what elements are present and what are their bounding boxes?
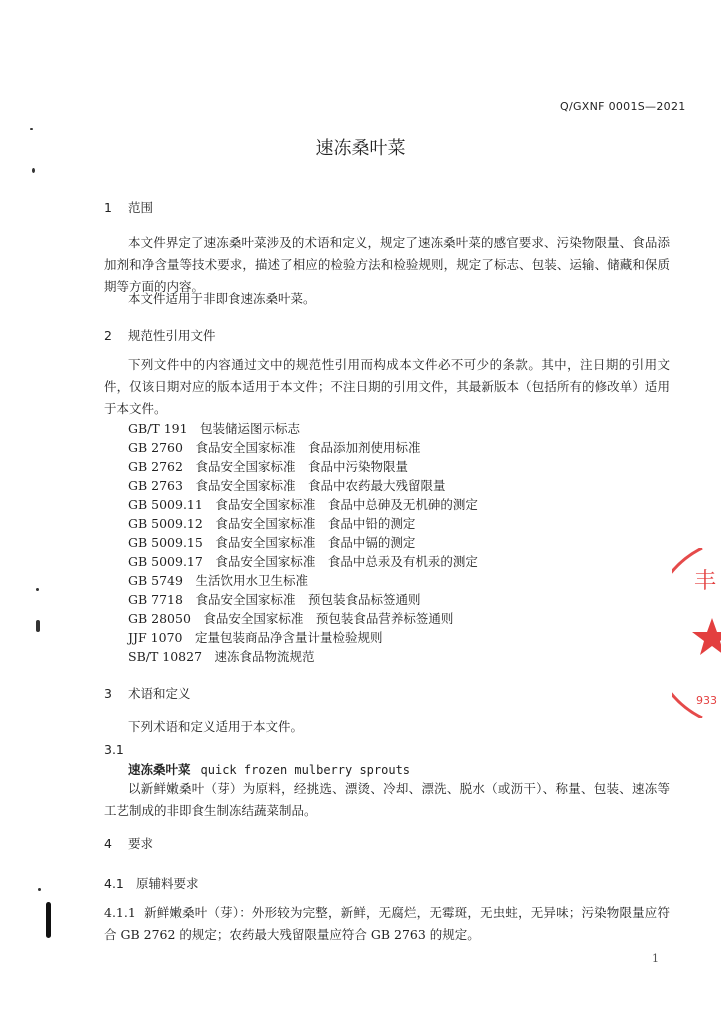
scan-speck [46, 902, 51, 938]
section-1-heading [104, 198, 153, 216]
section-3-heading [104, 684, 191, 702]
section-4-heading [104, 834, 153, 852]
requirement-4-1-1 [104, 902, 670, 946]
section-3-paragraph-1: 下列术语和定义适用于本文件。 [128, 719, 304, 734]
reference-item: GB 28050 食品安全国家标准 预包装食品营养标签通则 [128, 611, 454, 626]
reference-item: GB 2760 食品安全国家标准 食品添加剂使用标准 [128, 440, 421, 455]
section-title: 规范性引用文件 [128, 328, 216, 343]
subsection-title: 原辅料要求 [136, 876, 199, 891]
reference-item: GB 2762 食品安全国家标准 食品中污染物限量 [128, 459, 408, 474]
scan-speck [30, 128, 33, 130]
scan-speck [36, 620, 40, 632]
section-title: 术语和定义 [128, 686, 191, 701]
scan-speck [32, 168, 35, 173]
subsection-number: 4.1 [104, 876, 124, 891]
reference-item: JJF 1070 定量包装商品净含量计量检验规则 [128, 630, 383, 645]
section-number: 4 [104, 836, 112, 851]
page-number: 1 [652, 952, 659, 965]
reference-item: SB/T 10827 速冻食品物流规范 [128, 649, 315, 664]
reference-item: GB 2763 食品安全国家标准 食品中农药最大残留限量 [128, 478, 446, 493]
subsection-number: 3.1 [104, 742, 124, 757]
item-text: 新鲜嫩桑叶（芽）：外形较为完整，新鲜，无腐烂，无霉斑，无虫蛀，无异味；污染物限量应符合 GB 2762 的规定；农药最大残留限量应符合 GB 2763 的规定。 [104, 905, 670, 942]
section-1-paragraph-1: 本文件界定了速冻桑叶菜涉及的术语和定义，规定了速冻桑叶菜的感官要求、污染物限量、食品添加剂和净含量等技术要求，描述了相应的检验方法和检验规则，规定了标志、包装、运输、储藏和保质期等方面的内容。 [104, 235, 670, 294]
section-number: 3 [104, 686, 112, 701]
reference-item: GB 5749 生活饮用水卫生标准 [128, 573, 308, 588]
term-entry [128, 760, 410, 778]
term-definition: 以新鲜嫩桑叶（芽）为原料，经挑选、漂烫、冷却、漂洗、脱水（或沥干）、称量、包装、速冻等工艺制成的非即食生制冻结蔬菜制品。 [104, 781, 670, 818]
document-number: Q/GXNF 0001S—2021 [560, 100, 686, 113]
term-english: quick frozen mulberry sprouts [200, 763, 411, 777]
reference-item: GB 5009.11 食品安全国家标准 食品中总砷及无机砷的测定 [128, 497, 478, 512]
section-number: 1 [104, 200, 112, 215]
reference-item: GB 7718 食品安全国家标准 预包装食品标签通则 [128, 592, 421, 607]
subsection-4-1-heading [104, 874, 199, 892]
item-number: 4.1.1 [104, 905, 136, 920]
reference-item: GB 5009.15 食品安全国家标准 食品中镉的测定 [128, 535, 416, 550]
section-2-paragraph-1: 下列文件中的内容通过文中的规范性引用而构成本文件必不可少的条款。其中，注日期的引用文件，仅该日期对应的版本适用于本文件；不注日期的引用文件，其最新版本（包括所有的修改单）适用于本文件。 [104, 357, 670, 416]
section-title: 范围 [128, 200, 154, 215]
scan-speck [38, 888, 41, 891]
reference-item: GB/T 191 包装储运图示标志 [128, 421, 301, 436]
section-2-heading [104, 326, 216, 344]
svg-text:933: 933 [696, 694, 717, 707]
page-title: 速冻桑叶菜 [315, 138, 406, 159]
term-chinese: 速冻桑叶菜 [128, 762, 191, 777]
reference-item: GB 5009.12 食品安全国家标准 食品中铅的测定 [128, 516, 416, 531]
reference-item: GB 5009.17 食品安全国家标准 食品中总汞及有机汞的测定 [128, 554, 478, 569]
section-1-paragraph-2: 本文件适用于非即食速冻桑叶菜。 [128, 291, 316, 306]
section-number: 2 [104, 328, 112, 343]
red-seal-stamp [672, 548, 721, 718]
scan-speck [36, 588, 39, 591]
svg-text:丰: 丰 [694, 569, 717, 594]
section-title: 要求 [128, 836, 154, 851]
